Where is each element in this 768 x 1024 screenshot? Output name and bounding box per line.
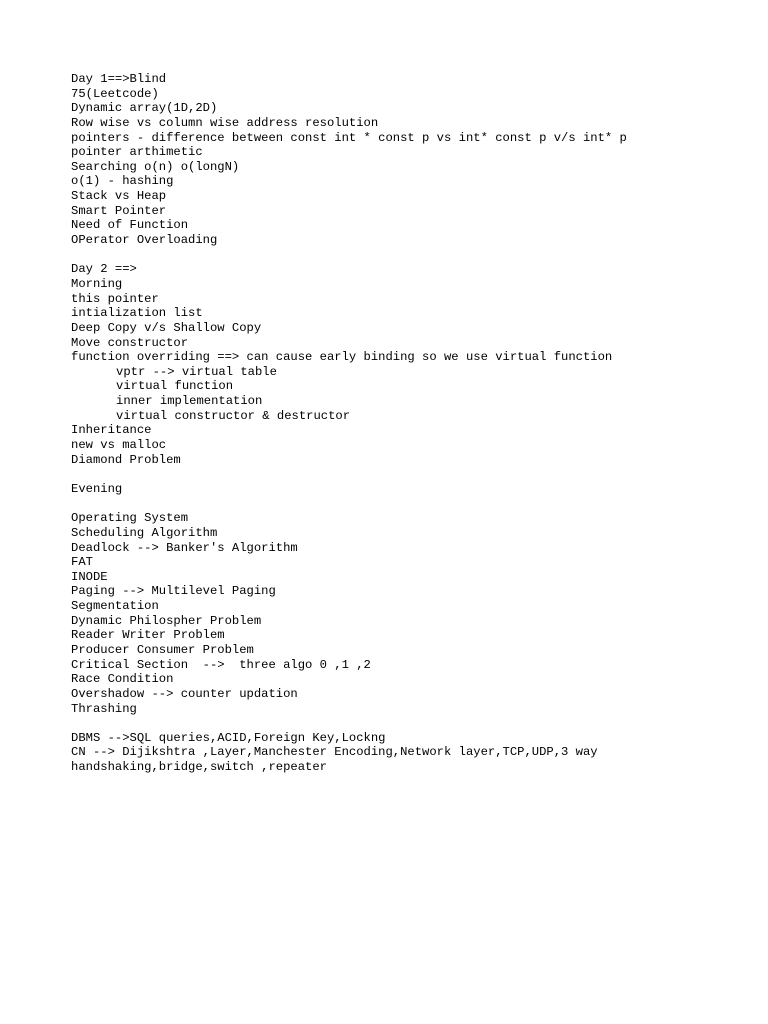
os-line: Dynamic Philospher Problem (71, 613, 262, 628)
day1-line: Dynamic array(1D,2D) (71, 101, 218, 116)
day1-line: Day 1==>Blind (71, 72, 167, 86)
day1-line: Need of Function (71, 218, 189, 233)
day2-line: Deep Copy v/s Shallow Copy (71, 320, 262, 335)
day1-line: Smart Pointer (71, 203, 167, 218)
misc-line: DBMS -->SQL queries,ACID,Foreign Key,Lockng (71, 730, 386, 745)
os-line: FAT (71, 555, 93, 570)
os-line: Operating System (71, 511, 189, 526)
os-line: INODE (71, 569, 108, 584)
os-line: Segmentation (71, 599, 159, 614)
day2-line: intialization list (71, 306, 203, 321)
day2-line: Inheritance (71, 423, 152, 438)
misc-section (71, 731, 751, 775)
evening-label: Evening (71, 481, 123, 496)
os-line: Overshadow --> counter updation (71, 686, 298, 701)
day2-line: new vs malloc (71, 438, 167, 453)
day1-line: o(1) - hashing (71, 174, 174, 189)
notes-document (71, 72, 751, 775)
os-line: Paging --> Multilevel Paging (71, 584, 276, 599)
day1-line: pointers - difference between const int * const p vs int* const p v/s int* p (71, 130, 627, 145)
day1-line: Stack vs Heap (71, 189, 167, 204)
morning-label: Morning (71, 276, 123, 291)
os-line: Race Condition (71, 672, 174, 687)
os-line: Reader Writer Problem (71, 628, 225, 643)
day2-line: Diamond Problem (71, 452, 181, 467)
day2-subitem: virtual constructor & destructor (116, 408, 351, 423)
day1-line: pointer arthimetic (71, 145, 203, 160)
day2-line: function overriding ==> can cause early binding so we use virtual function (71, 350, 613, 365)
day2-heading: Day 2 ==> (71, 262, 137, 277)
day1-line: 75(Leetcode) (71, 86, 159, 101)
os-line: Thrashing (71, 701, 137, 716)
day1-line: OPerator Overloading (71, 233, 218, 248)
day2-line: this pointer (71, 291, 159, 306)
day2-subitem: inner implementation (116, 394, 263, 409)
day2-line: Move constructor (71, 335, 189, 350)
blank-line (71, 497, 751, 512)
blank-line (71, 248, 751, 263)
os-section (71, 511, 751, 716)
day1-section (71, 72, 751, 248)
os-line: Producer Consumer Problem (71, 642, 254, 657)
day1-line: Row wise vs column wise address resolution (71, 115, 379, 130)
day2-section (71, 262, 751, 496)
blank-line (71, 716, 751, 731)
misc-line: handshaking,bridge,switch ,repeater (71, 760, 327, 775)
os-line: Deadlock --> Banker's Algorithm (71, 540, 298, 555)
os-line: Critical Section --> three algo 0 ,1 ,2 (71, 657, 371, 672)
os-line: Scheduling Algorithm (71, 525, 218, 540)
day2-subitem: vptr --> virtual table (116, 364, 277, 379)
misc-line: CN --> Dijikshtra ,Layer,Manchester Encoding,Network layer,TCP,UDP,3 way (71, 745, 598, 760)
day1-line: Searching o(n) o(longN) (71, 159, 240, 174)
day2-subitem: virtual function (116, 379, 234, 394)
blank-line (71, 467, 751, 482)
